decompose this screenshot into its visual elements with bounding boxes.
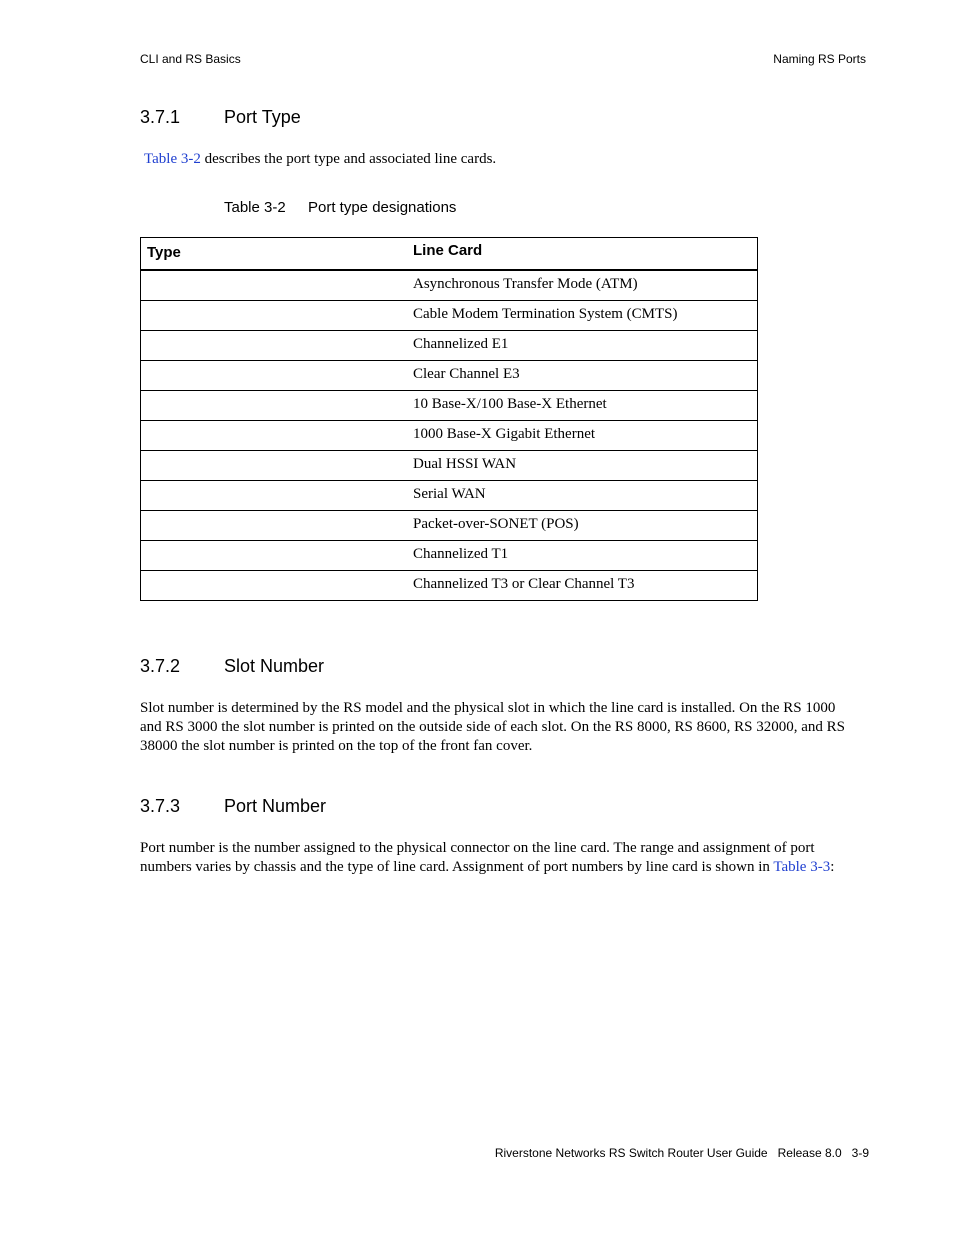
section-number: 3.7.2 xyxy=(140,656,181,676)
paragraph-line: and RS 3000 the slot number is printed on the outside side of each slot. On the RS 8000, RS 8600, RS 32000, and RS xyxy=(140,719,845,735)
paragraph-line: 38000 the slot number is printed on the top of the front fan cover. xyxy=(140,738,533,754)
table-row xyxy=(141,361,758,391)
paragraph-line: Slot number is determined by the RS model and the physical slot in which the line card is installed. On the RS 1000 xyxy=(140,700,836,716)
port-type-intro xyxy=(144,150,496,169)
intro-text: describes the port type and associated line cards. xyxy=(200,151,497,167)
section-heading-port-type xyxy=(140,107,301,128)
line-card-cell: 1000 Base-X Gigabit Ethernet xyxy=(407,421,758,451)
type-cell xyxy=(141,481,408,511)
table-header-row xyxy=(141,238,758,271)
section-title: Slot Number xyxy=(224,656,325,676)
type-cell xyxy=(141,331,408,361)
slot-number-paragraph xyxy=(140,699,845,756)
type-cell xyxy=(141,361,408,391)
paragraph-line: numbers varies by chassis and the type of line card. Assignment of port numbers by line card is shown in Table 3-3: xyxy=(140,859,835,875)
section-heading-port-number xyxy=(140,796,326,817)
table-row xyxy=(141,421,758,451)
type-cell xyxy=(141,451,408,481)
line-card-cell: Channelized T3 or Clear Channel T3 xyxy=(407,571,758,601)
line-card-cell: Packet-over-SONET (POS) xyxy=(407,511,758,541)
table-row xyxy=(141,391,758,421)
table-caption-label: Table 3-2 xyxy=(224,199,286,216)
type-cell xyxy=(141,511,408,541)
line-card-cell: Dual HSSI WAN xyxy=(407,451,758,481)
line-card-cell: 10 Base-X/100 Base-X Ethernet xyxy=(407,391,758,421)
table-row xyxy=(141,541,758,571)
section-title: Port Number xyxy=(224,796,327,816)
section-heading-slot-number xyxy=(140,656,324,677)
running-header-left: CLI and RS Basics xyxy=(140,52,241,66)
table-3-3-link[interactable]: Table 3-3 xyxy=(773,859,831,875)
type-cell xyxy=(141,571,408,601)
table-row xyxy=(141,331,758,361)
section-title: Port Type xyxy=(224,107,301,127)
type-cell xyxy=(141,421,408,451)
table-row xyxy=(141,301,758,331)
paragraph-line: Port number is the number assigned to the physical connector on the line card. The range and assignment of port xyxy=(140,840,815,856)
table-row xyxy=(141,270,758,301)
running-header-right: Naming RS Ports xyxy=(773,52,866,66)
section-number: 3.7.1 xyxy=(140,107,181,127)
table-row xyxy=(141,511,758,541)
line-card-cell: Channelized T1 xyxy=(407,541,758,571)
type-cell xyxy=(141,391,408,421)
port-number-paragraph xyxy=(140,839,834,877)
port-type-table xyxy=(140,237,758,601)
type-cell xyxy=(141,270,408,301)
line-card-cell: Clear Channel E3 xyxy=(407,361,758,391)
table-caption xyxy=(224,199,456,216)
section-number: 3.7.3 xyxy=(140,796,181,816)
type-cell xyxy=(141,541,408,571)
line-card-cell: Asynchronous Transfer Mode (ATM) xyxy=(407,270,758,301)
line-card-cell: Channelized E1 xyxy=(407,331,758,361)
type-cell xyxy=(141,301,408,331)
table-row xyxy=(141,571,758,601)
table-caption-title: Port type designations xyxy=(308,199,457,216)
header-type: Type xyxy=(141,238,408,271)
line-card-cell: Cable Modem Termination System (CMTS) xyxy=(407,301,758,331)
header-line-card: Line Card xyxy=(407,238,758,271)
table-3-2-link[interactable]: Table 3-2 xyxy=(144,151,201,167)
page-footer: Riverstone Networks RS Switch Router User Guide Release 8.0 3-9 xyxy=(494,1146,869,1160)
table-row xyxy=(141,481,758,511)
line-card-cell: Serial WAN xyxy=(407,481,758,511)
table-row xyxy=(141,451,758,481)
